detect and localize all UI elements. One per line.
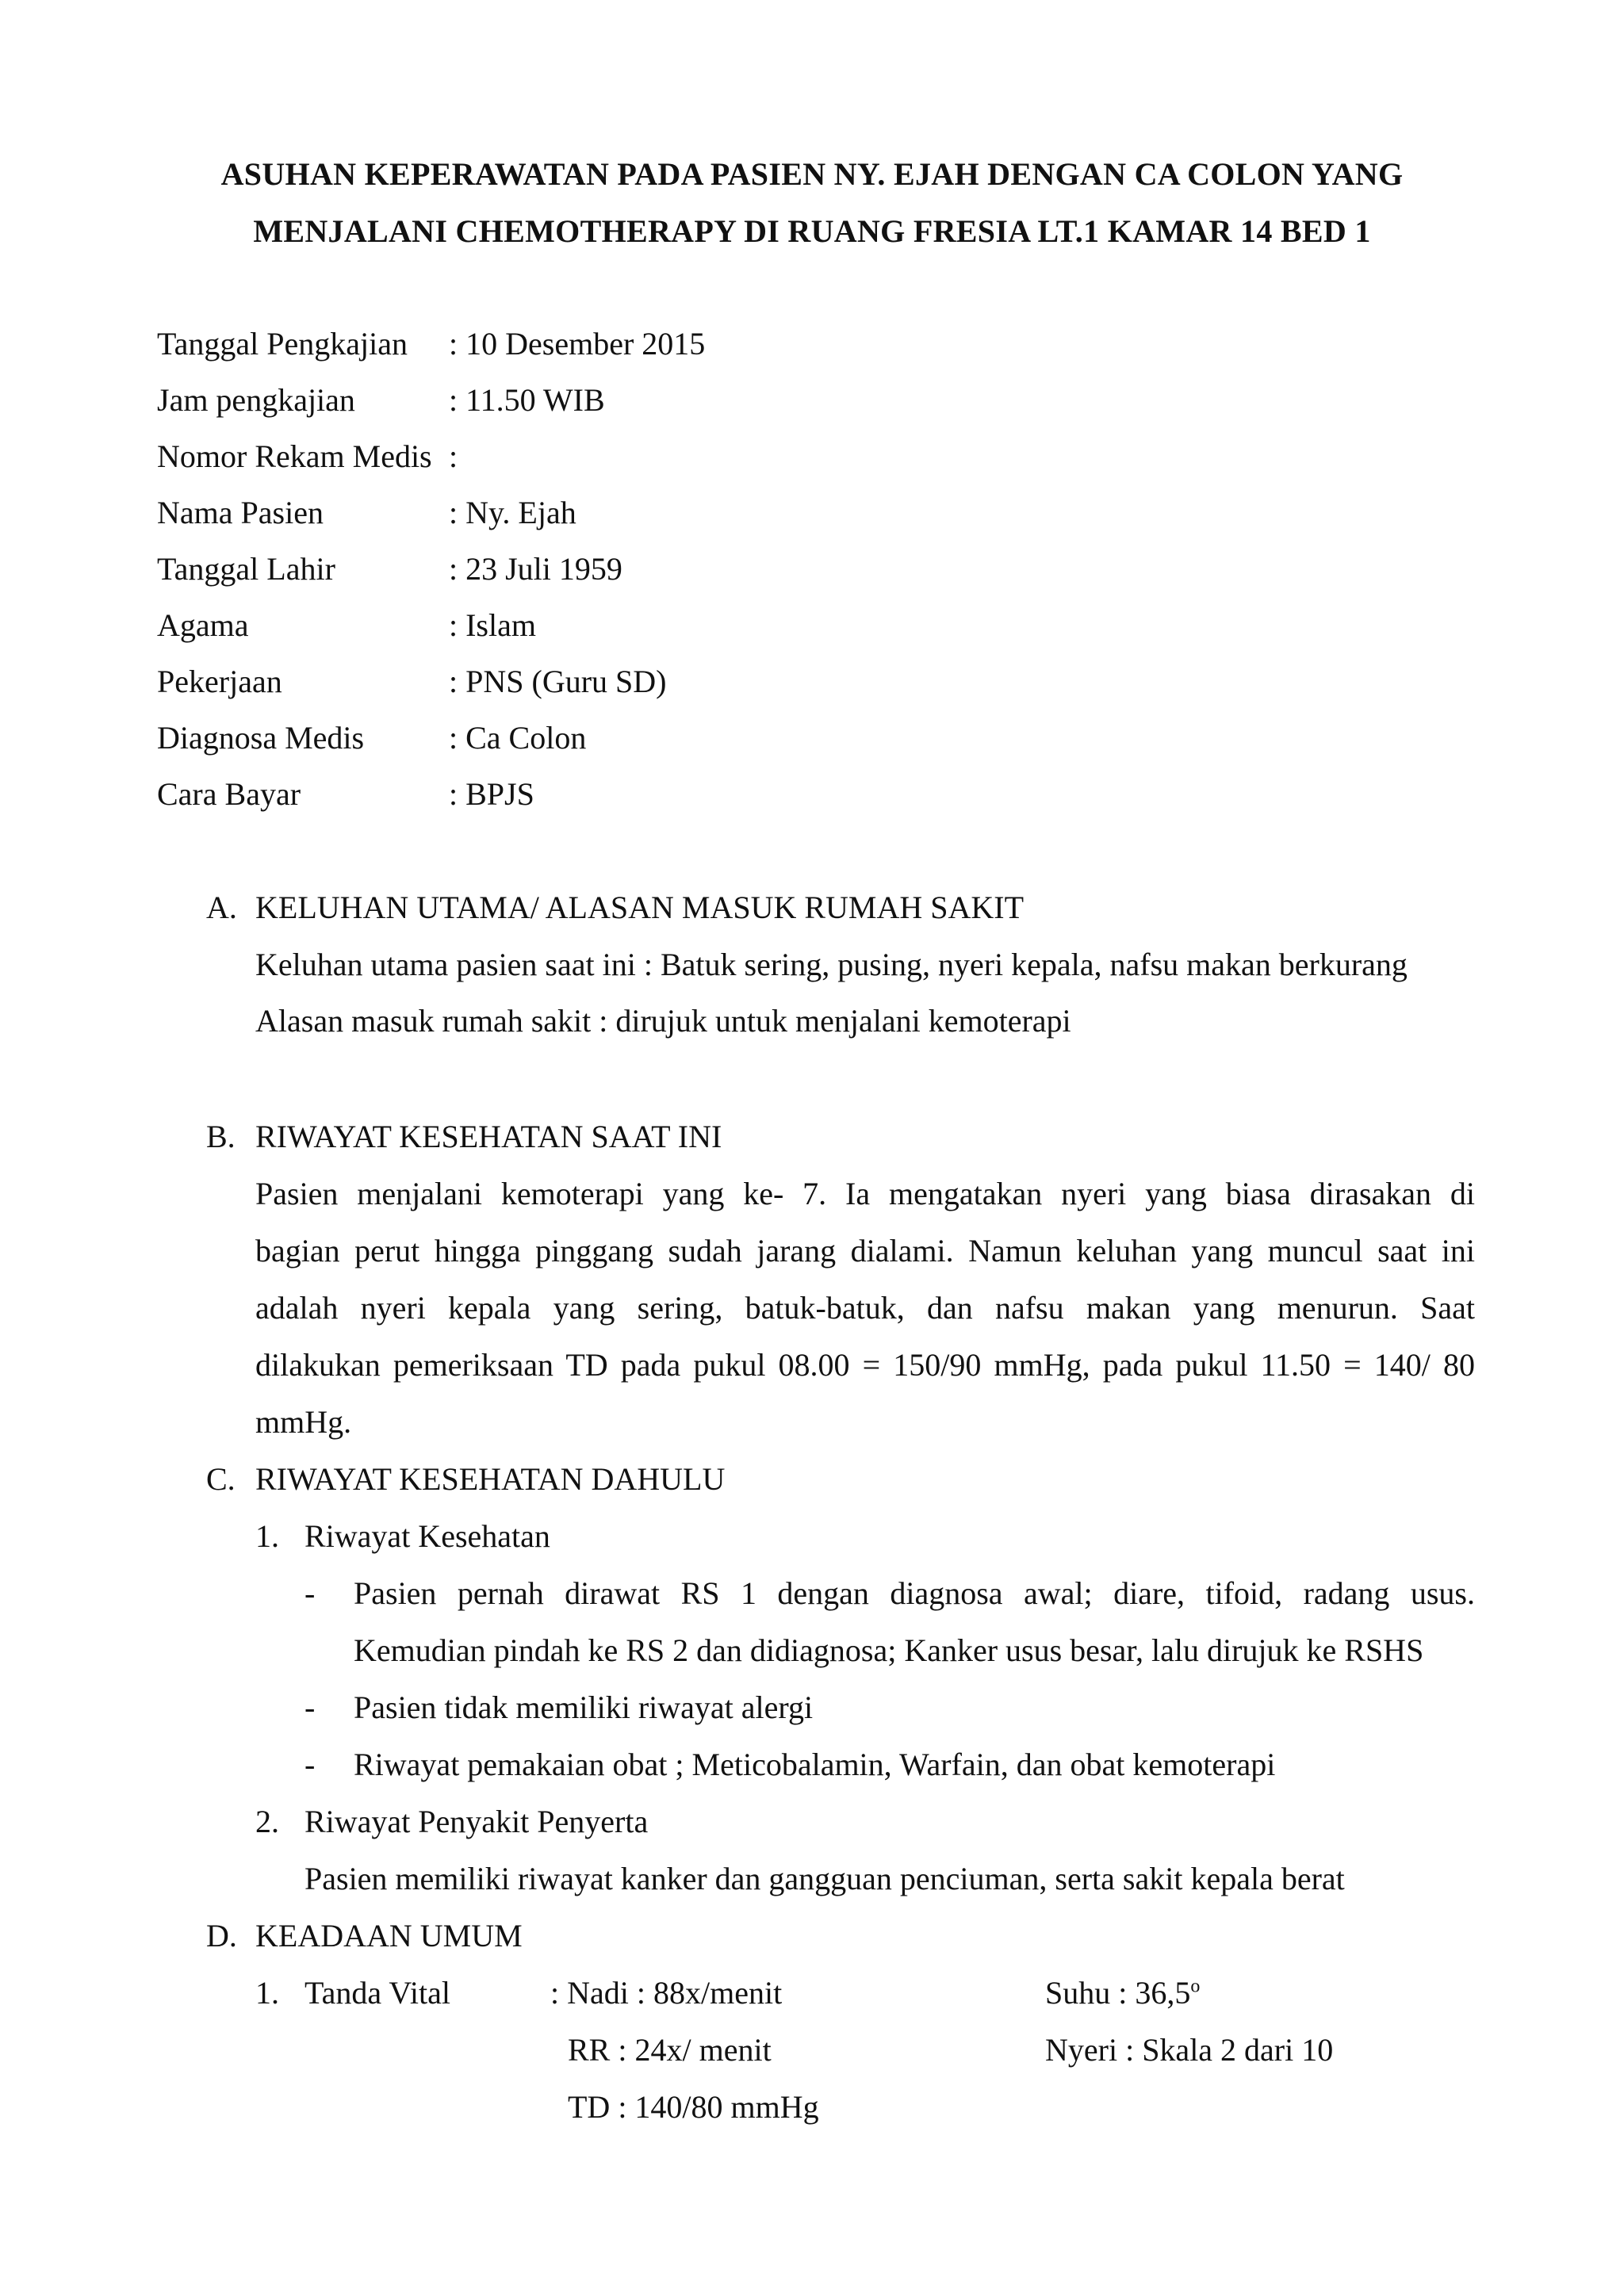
identity-value: : Ca Colon <box>449 720 587 756</box>
identity-label: Agama <box>157 607 249 643</box>
identity-label: Tanggal Pengkajian <box>157 326 408 362</box>
vital-rr: RR : 24x/ menit <box>568 2032 772 2068</box>
section-letter: C. <box>206 1461 236 1497</box>
degree-superscript: o <box>1190 1976 1201 1997</box>
section-title: RIWAYAT KESEHATAN DAHULU <box>255 1461 726 1497</box>
section-letter: B. <box>206 1119 236 1154</box>
section-title: RIWAYAT KESEHATAN SAAT INI <box>255 1119 722 1154</box>
document-title-line-1: ASUHAN KEPERAWATAN PADA PASIEN NY. EJAH DENGAN CA COLON YANG <box>220 156 1404 192</box>
identity-label: Cara Bayar <box>157 776 301 812</box>
section-text-line: adalah nyeri kepala yang sering, batuk-batuk, dan nafsu makan yang menurun. Saat <box>255 1290 1475 1326</box>
vital-nadi: : Nadi : 88x/menit <box>550 1975 783 2011</box>
identity-label: Diagnosa Medis <box>157 720 365 756</box>
vital-suhu <box>1045 1974 1200 2012</box>
bullet-text: Kemudian pindah ke RS 2 dan didiagnosa; Kanker usus besar, lalu dirujuk ke RSHS <box>354 1632 1424 1668</box>
bullet-dash: - <box>304 1575 316 1611</box>
list-number: 2. <box>255 1804 279 1839</box>
section-letter: D. <box>206 1918 237 1954</box>
vital-nyeri: Nyeri : Skala 2 dari 10 <box>1045 2032 1334 2068</box>
section-title: KEADAAN UMUM <box>255 1918 523 1954</box>
section-text-line: mmHg. <box>255 1404 352 1440</box>
list-number: 1. <box>255 1975 279 2011</box>
section-text-line: bagian perut hingga pinggang sudah jarang dialami. Namun keluhan yang muncul saat ini <box>255 1233 1475 1269</box>
identity-value: : 11.50 WIB <box>449 382 605 418</box>
identity-label: Jam pengkajian <box>157 382 355 418</box>
bullet-text: Pasien pernah dirawat RS 1 dengan diagnosa awal; diare, tifoid, radang usus. <box>354 1575 1475 1611</box>
section-text-line: Alasan masuk rumah sakit : dirujuk untuk menjalani kemoterapi <box>255 1003 1071 1039</box>
section-text-line: Pasien memiliki riwayat kanker dan gangguan penciuman, serta sakit kepala berat <box>304 1861 1345 1896</box>
bullet-text: Riwayat pemakaian obat ; Meticobalamin, Warfain, dan obat kemoterapi <box>354 1747 1276 1782</box>
identity-label: Pekerjaan <box>157 664 282 699</box>
identity-value: : 10 Desember 2015 <box>449 326 706 362</box>
bullet-text: Pasien tidak memiliki riwayat alergi <box>354 1689 814 1725</box>
bullet-dash: - <box>304 1689 316 1725</box>
section-text-line: Pasien menjalani kemoterapi yang ke- 7. Ia mengatakan nyeri yang biasa dirasakan di <box>255 1176 1475 1211</box>
identity-value: : 23 Juli 1959 <box>449 551 622 587</box>
vital-suhu-value: Suhu : 36,5 <box>1045 1975 1191 2011</box>
section-title: KELUHAN UTAMA/ ALASAN MASUK RUMAH SAKIT <box>255 890 1025 925</box>
section-text-line: dilakukan pemeriksaan TD pada pukul 08.00 = 150/90 mmHg, pada pukul 11.50 = 140/ 80 <box>255 1347 1475 1383</box>
document-title-line-2: MENJALANI CHEMOTHERAPY DI RUANG FRESIA LT.1 KAMAR 14 BED 1 <box>253 213 1371 249</box>
identity-label: Nomor Rekam Medis <box>157 438 432 474</box>
list-number: 1. <box>255 1518 279 1554</box>
vital-td: TD : 140/80 mmHg <box>568 2089 819 2125</box>
identity-label: Tanggal Lahir <box>157 551 335 587</box>
identity-value: : Ny. Ejah <box>449 495 576 530</box>
identity-value: : BPJS <box>449 776 534 812</box>
bullet-dash: - <box>304 1747 316 1782</box>
identity-value: : <box>449 438 458 474</box>
identity-value: : Islam <box>449 607 536 643</box>
list-item-title: Riwayat Penyakit Penyerta <box>304 1804 649 1839</box>
list-item-title: Riwayat Kesehatan <box>304 1518 550 1554</box>
section-text-line: Keluhan utama pasien saat ini : Batuk sering, pusing, nyeri kepala, nafsu makan berkurang <box>255 947 1408 982</box>
section-letter: A. <box>206 890 237 925</box>
list-item-title: Tanda Vital <box>304 1975 451 2011</box>
identity-value: : PNS (Guru SD) <box>449 664 667 699</box>
identity-label: Nama Pasien <box>157 495 324 530</box>
